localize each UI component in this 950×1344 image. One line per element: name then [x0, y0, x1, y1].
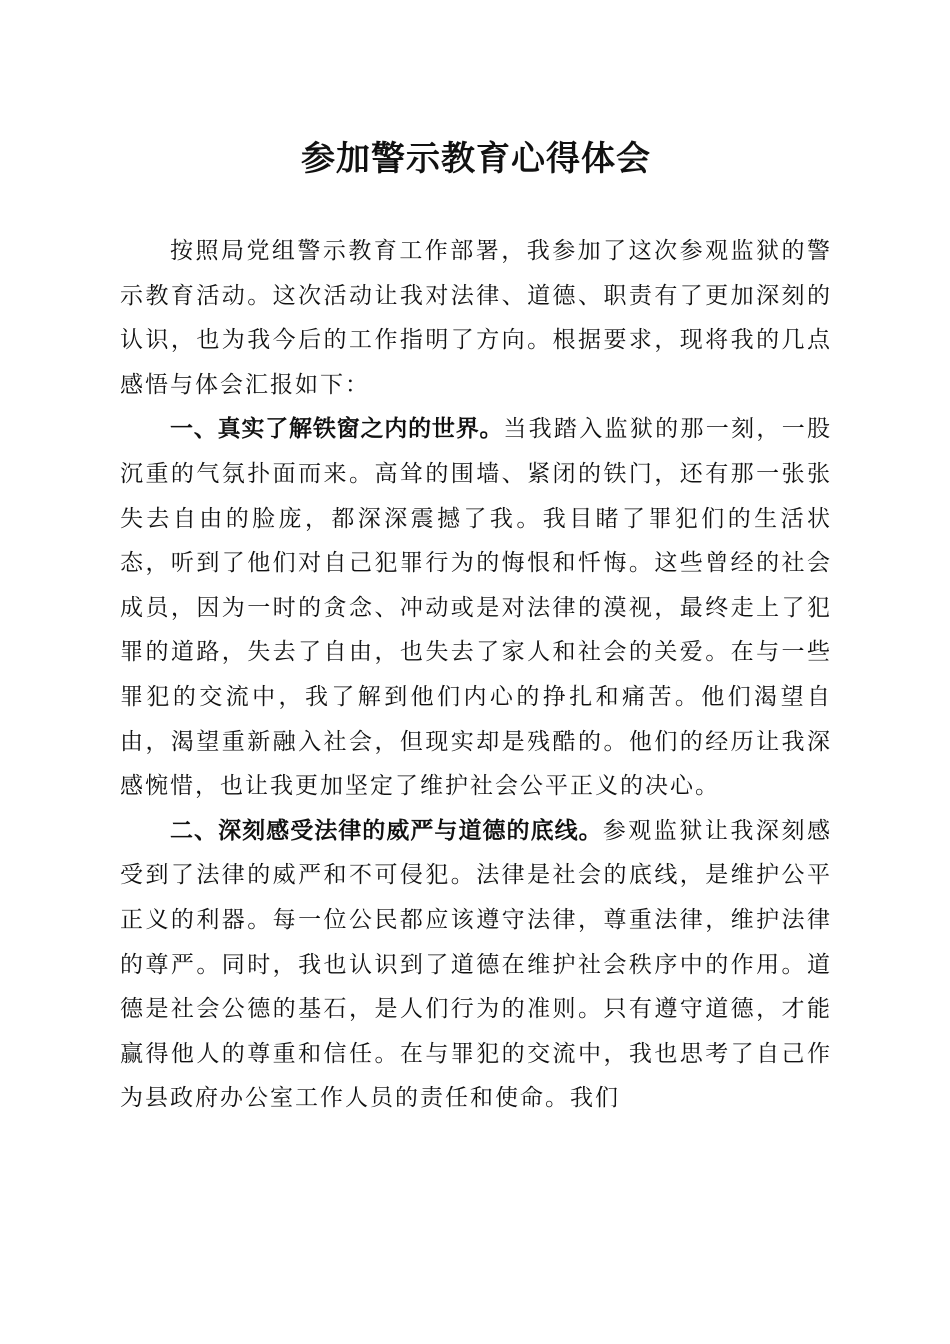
paragraph-text: 参观监狱让我深刻感受到了法律的威严和不可侵犯。法律是社会的底线，是维护公平正义的利器。每一位公民都应该遵守法律，尊重法律，维护法律的尊严。同时，我也认识到了道德在维护社会秩序中的作用。道德是社会公德的基石，是人们行为的准则。只有遵守道德，才能赢得他人的尊重和信任。在与罪犯的交流中，我也思考了自己作为县政府办公室工作人员的责任和使命。我们	[120, 817, 833, 1112]
section-heading: 二、深刻感受法律的威严与道德的底线。	[170, 817, 603, 844]
paragraph-section-2	[120, 809, 832, 1121]
paragraph-intro	[120, 229, 832, 407]
paragraph-text: 当我踏入监狱的那一刻，一股沉重的气氛扑面而来。高耸的围墙、紧闭的铁门，还有那一张张失去自由的脸庞，都深深震撼了我。我目睹了罪犯们的生活状态，听到了他们对自己犯罪行为的悔恨和忏悔。这些曾经的社会成员，因为一时的贪念、冲动或是对法律的漠视，最终走上了犯罪的道路，失去了自由，也失去了家人和社会的关爱。在与一些罪犯的交流中，我了解到他们内心的挣扎和痛苦。他们渴望自由，渴望重新融入社会，但现实却是残酷的。他们的经历让我深感惋惜，也让我更加坚定了维护社会公平正义的决心。	[120, 416, 833, 800]
section-heading: 一、真实了解铁窗之内的世界。	[170, 416, 504, 443]
paragraph-section-1	[120, 407, 832, 808]
paragraph-text: 按照局党组警示教育工作部署，我参加了这次参观监狱的警示教育活动。这次活动让我对法律、道德、职责有了更加深刻的认识，也为我今后的工作指明了方向。根据要求，现将我的几点感悟与体会汇报如下：	[120, 238, 832, 398]
document-body	[120, 229, 832, 1121]
document-title: 参加警示教育心得体会	[301, 139, 651, 179]
